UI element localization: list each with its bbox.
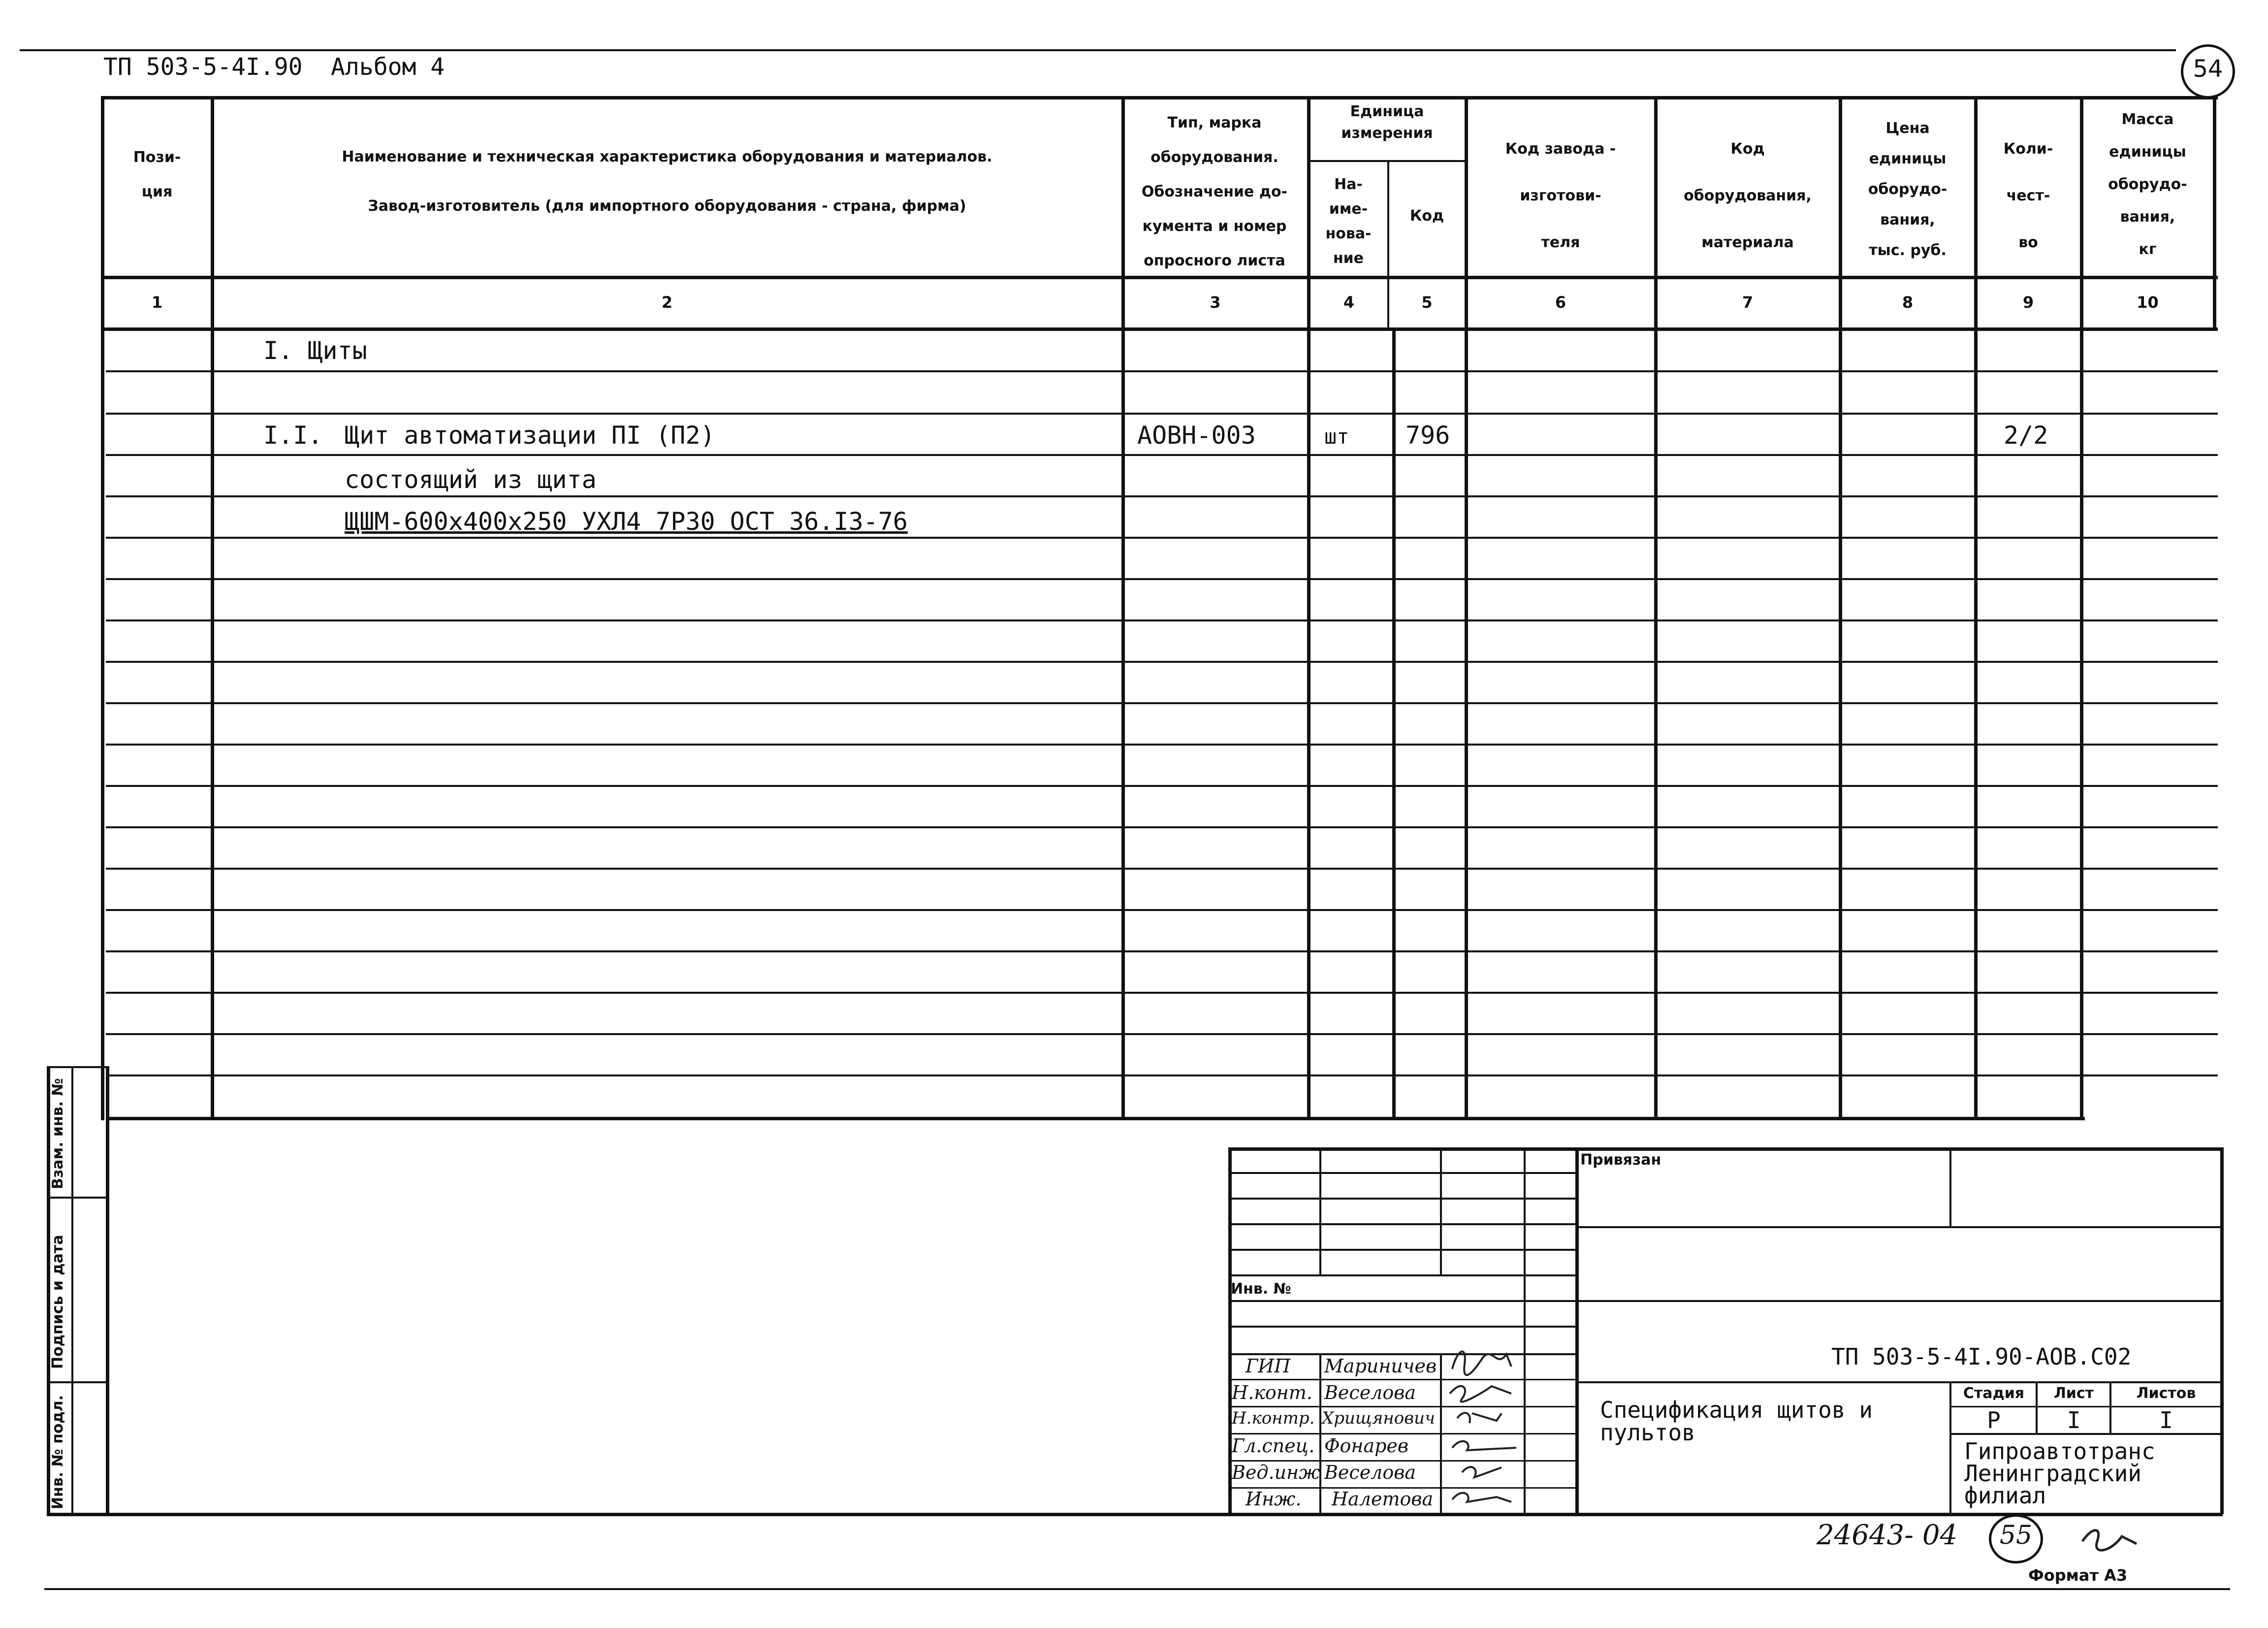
staff-role: Гл.спец. xyxy=(1232,1435,1315,1457)
staff-name: Веселова xyxy=(1324,1462,1416,1483)
list-label: Лист xyxy=(2053,1385,2094,1402)
document-title: Спецификация щитов и пультов xyxy=(1600,1397,1873,1446)
staff-role: ГИП xyxy=(1246,1355,1291,1377)
bottom-rule xyxy=(44,1588,2230,1590)
list-value: I xyxy=(2067,1407,2081,1433)
header-name-line1: Наименование и техническая характеристика оборудования и материалов. xyxy=(342,148,992,165)
staff-name: Фонарев xyxy=(1324,1435,1409,1457)
staff-name: Мариничев xyxy=(1324,1355,1437,1377)
side-stamp-line xyxy=(47,1381,106,1383)
staff-role: Вед.инж xyxy=(1232,1462,1320,1483)
row-line xyxy=(106,578,2218,580)
staff-name: Хрищянович xyxy=(1322,1408,1436,1428)
staff-name: Веселова xyxy=(1324,1382,1416,1403)
stadiya-label: Стадия xyxy=(1963,1385,2025,1402)
item-type: АОВН-003 xyxy=(1137,421,1256,450)
tb-col xyxy=(1575,1147,1579,1514)
col-number-2: 2 xyxy=(661,293,673,312)
listov-label: Листов xyxy=(2136,1385,2196,1402)
tb-right-row xyxy=(1575,1381,2223,1383)
table-left-border xyxy=(101,96,104,1120)
col-number-6: 6 xyxy=(1555,293,1566,312)
row-line xyxy=(106,454,2218,456)
row-line xyxy=(106,909,2218,911)
row-line xyxy=(106,413,2218,415)
row-line xyxy=(106,619,2218,621)
row-line xyxy=(106,1033,2218,1035)
staff-role: Н.контр. xyxy=(1232,1408,1315,1428)
tb-left xyxy=(1228,1147,1232,1514)
header-unit-code: Код xyxy=(1409,207,1444,225)
row-line xyxy=(106,826,2218,828)
side-stamp-line xyxy=(47,1066,106,1068)
tb-top xyxy=(1228,1147,2223,1151)
row-line xyxy=(106,661,2218,663)
inv-podl-label: Инв. № подл. xyxy=(49,1395,66,1509)
side-stamp-right xyxy=(106,1066,109,1514)
col-number-4: 4 xyxy=(1343,293,1355,312)
signatures-image xyxy=(1442,1339,1526,1512)
table-top-border xyxy=(101,96,2218,99)
item-name: Щит автоматизации ПI (П2) xyxy=(345,421,715,450)
header-type: Тип, марка оборудования. Обозначение до- кумента и номер опросного листа xyxy=(1141,114,1288,269)
header-mass: Масса единицы оборудо- вания, кг xyxy=(2108,111,2187,258)
header-name-line2: Завод-изготовитель (для импортного оборудования - страна, фирма) xyxy=(368,197,966,215)
col-number-1: 1 xyxy=(151,293,163,312)
row-line xyxy=(106,950,2218,952)
numbers-bottom-border xyxy=(101,327,2218,331)
inv-no-label: Инв. № xyxy=(1231,1280,1291,1298)
col-divider-4-body xyxy=(1392,327,1396,1120)
col-divider-1 xyxy=(211,96,214,1120)
tb-col xyxy=(1440,1147,1442,1275)
tb-stage-left xyxy=(1949,1381,1951,1514)
tb-privyazan-divider xyxy=(1949,1147,1951,1226)
doc-designation: ТП 503-5-4I.90-АОВ.С02 xyxy=(1831,1343,2132,1370)
organization: Гипроавтотранс Ленинградский филиал xyxy=(1964,1438,2155,1509)
table-right-border xyxy=(2213,96,2216,330)
staff-name: Налетова xyxy=(1332,1488,1434,1510)
header-unit-group: Единица измерения xyxy=(1341,103,1433,142)
privyazan-label: Привязан xyxy=(1580,1151,1661,1169)
format-label: Формат А3 xyxy=(2028,1566,2128,1585)
col-number-3: 3 xyxy=(1210,293,1221,312)
staff-role: Инж. xyxy=(1246,1488,1302,1510)
frame-bottom xyxy=(47,1513,2223,1516)
row-line xyxy=(106,370,2218,372)
tb-right-row xyxy=(1575,1226,2223,1228)
item-quantity: 2/2 xyxy=(2004,421,2048,450)
item-name-line2: состоящий из щита xyxy=(345,465,597,494)
row-line xyxy=(106,495,2218,497)
row-line xyxy=(106,744,2218,746)
header-position: Пози- ция xyxy=(133,149,181,200)
col-number-7: 7 xyxy=(1742,293,1754,312)
col-number-9: 9 xyxy=(2022,293,2034,312)
handwritten-number: 24643- 04 xyxy=(1817,1519,1958,1551)
row-line xyxy=(106,537,2218,539)
tb-col xyxy=(1319,1147,1321,1275)
circled-number: 55 xyxy=(1999,1521,2033,1550)
tb-row xyxy=(1228,1172,1575,1174)
header-unit-name: На- име- нова- ние xyxy=(1325,176,1372,267)
tb-row xyxy=(1228,1198,1575,1200)
col-number-10: 10 xyxy=(2137,293,2159,312)
item-position: I.I. xyxy=(263,421,323,450)
item-name-line3: ЩШМ-600х400х250 УХЛ4 7Р30 ОСТ 36.I3-76 xyxy=(345,507,908,536)
document-code: ТП 503-5-4I.90 xyxy=(103,53,303,81)
page-number: 54 xyxy=(2193,55,2223,83)
row-line xyxy=(106,1074,2218,1076)
tb-row xyxy=(1228,1326,1575,1328)
tb-right xyxy=(2220,1147,2224,1514)
tb-row xyxy=(1228,1249,1575,1251)
stadiya-value: Р xyxy=(1987,1407,2001,1433)
tb-right-row xyxy=(1575,1300,2223,1302)
signature-date-label: Подпись и дата xyxy=(49,1235,66,1369)
section-heading: I. Щиты xyxy=(263,336,367,365)
side-stamp-line xyxy=(47,1197,106,1199)
header-quantity: Коли- чест- во xyxy=(2003,140,2053,251)
footer-signature-image xyxy=(2077,1522,2141,1561)
tb-row xyxy=(1228,1274,1575,1276)
unit-group-divider xyxy=(1307,160,1465,162)
row-line xyxy=(106,868,2218,870)
album-label: Альбом 4 xyxy=(331,53,445,81)
item-unit-code: 796 xyxy=(1406,421,1450,450)
header-equipment-code: Код оборудования, материала xyxy=(1684,140,1812,251)
staff-role: Н.конт. xyxy=(1232,1382,1312,1403)
row-line xyxy=(106,785,2218,787)
item-unit: шт xyxy=(1324,424,1349,449)
vzam-inv-label: Взам. инв. № xyxy=(49,1078,66,1189)
top-rule xyxy=(20,49,2176,51)
row-line xyxy=(106,702,2218,704)
tb-stage-col xyxy=(2036,1381,2038,1433)
tb-row xyxy=(1228,1223,1575,1225)
side-stamp-inner xyxy=(71,1066,73,1514)
col-number-8: 8 xyxy=(1902,293,1914,312)
col-number-5: 5 xyxy=(1421,293,1433,312)
row-line xyxy=(106,992,2218,994)
listov-value: I xyxy=(2159,1407,2173,1433)
table-bottom-border xyxy=(106,1117,2085,1120)
header-price: Цена единицы оборудо- вания, тыс. руб. xyxy=(1868,120,1948,259)
tb-row xyxy=(1228,1300,1575,1302)
header-factory-code: Код завода - изготови- теля xyxy=(1505,140,1616,251)
tb-stage-col xyxy=(2109,1381,2111,1433)
